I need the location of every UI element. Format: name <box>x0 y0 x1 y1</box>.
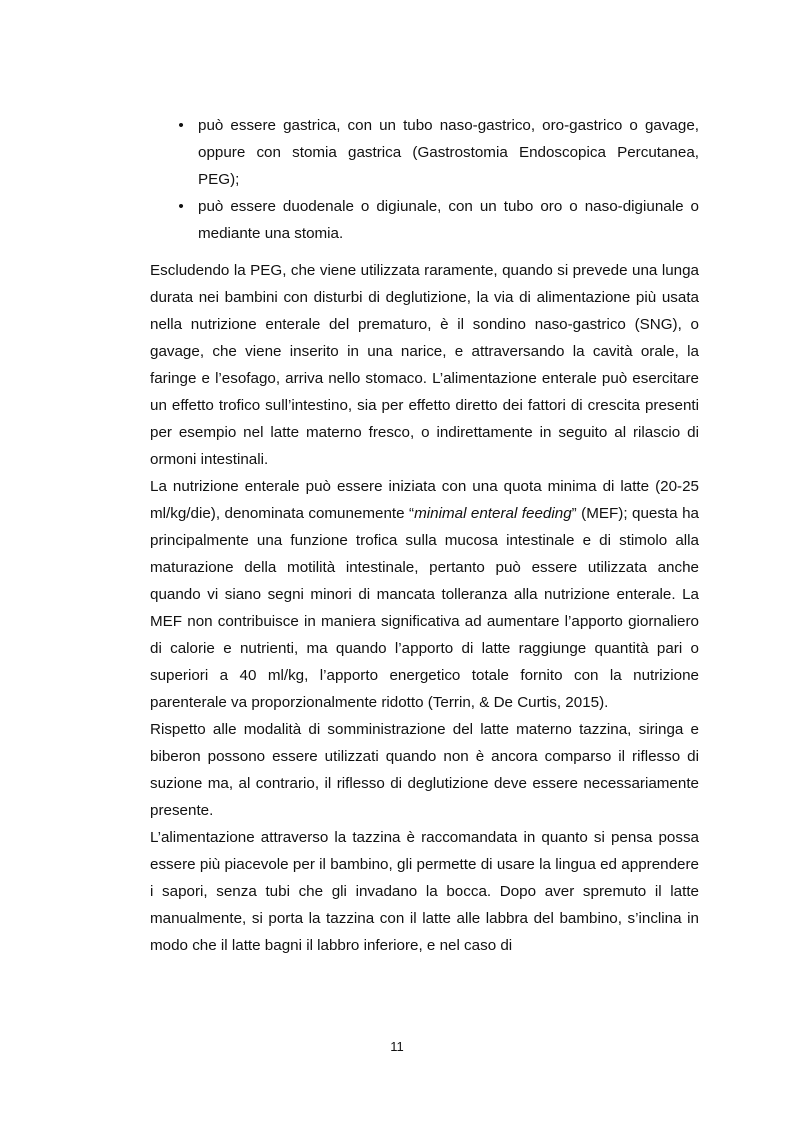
paragraph-somministrazione: Rispetto alle modalità di somministrazione del latte materno tazzina, siringa e biberon possono essere utilizzati quando non è ancora comparso il riflesso di suzione ma, al contrario, il riflesso di deglutizione deve essere necessariamente presente. <box>150 721 699 819</box>
bullet-list <box>150 112 699 247</box>
paragraph-mef <box>150 473 699 716</box>
bullet-dot-icon: • <box>178 198 184 215</box>
bullet-dot-icon: • <box>178 117 184 134</box>
paragraph-tazzina: L’alimentazione attraverso la tazzina è raccomandata in quanto si pensa possa essere più piacevole per il bambino, gli permette di usare la lingua ed apprendere i sapori, senza tubi che gli invadano la bocca. Dopo aver spremuto il latte manualmente, si porta la tazzina con il latte alle labbra del bambino, s’inclina in modo che il latte bagni il labbro inferiore, e nel caso di <box>150 829 699 954</box>
paragraph-mef-rest: ” (MEF); questa ha principalmente una funzione trofica sulla mucosa intestinale e di stimolo alla maturazione della motilità intestinale, pertanto può essere utilizzata anche quando vi siano segni minori di mancata tolleranza alla nutrizione enterale. La MEF non contribuisce in maniera significativa ad aumentare l’apporto giornaliero di calorie e nutrienti, ma quando l’apporto di latte raggiunge quantità pari o superiori a 40 ml/kg, l’apporto energetico totale fornito con la nutrizione parenterale va proporzionalmente ridotto (Terrin, & De Curtis, 2015). <box>150 505 699 711</box>
paragraph-sng: Escludendo la PEG, che viene utilizzata raramente, quando si prevede una lunga durata nei bambini con disturbi di deglutizione, la via di alimentazione più usata nella nutrizione enterale del prematuro, è il sondino naso-gastrico (SNG), o gavage, che viene inserito in una narice, e attraversando la cavità orale, la faringe e l’esofago, arriva nello stomaco. L’alimentazione enterale può esercitare un effetto trofico sull’intestino, sia per effetto diretto dei fattori di crescita presenti per esempio nel latte materno fresco, o indirettamente in seguito al rilascio di ormoni intestinali. <box>150 262 699 468</box>
paragraph-mef-start: La nutrizione enterale può essere iniziata con una quota minima di latte (20-25 ml/kg/die), denominata comunemente “ <box>150 478 699 522</box>
body-text <box>150 112 699 959</box>
page-number: 11 <box>390 1039 404 1054</box>
bullet-text: può essere duodenale o digiunale, con un tubo oro o naso-digiunale o mediante una stomia. <box>198 198 699 242</box>
bullet-item-gastrica <box>150 112 699 193</box>
bullet-text: può essere gastrica, con un tubo naso-gastrico, oro-gastrico o gavage, oppure con stomia gastrica (Gastrostomia Endoscopica Percutanea, PEG); <box>198 117 699 188</box>
italic-term: minimal enteral feeding <box>414 505 572 522</box>
bullet-item-duodenale <box>150 193 699 247</box>
